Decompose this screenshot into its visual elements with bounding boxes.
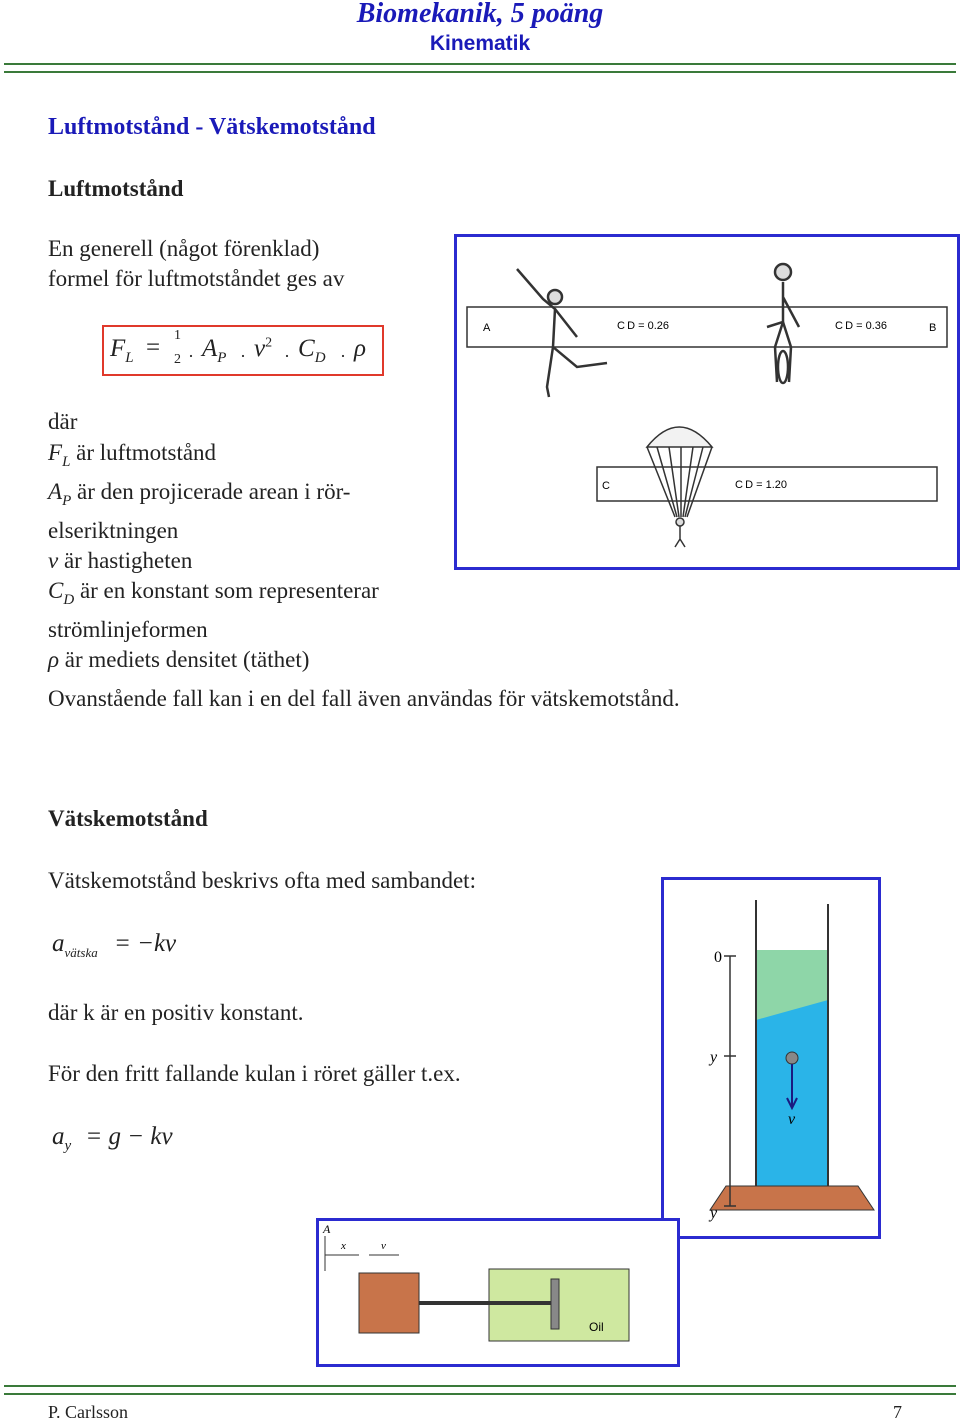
equation-falling-ball: $a_y = g$ − kv bbox=[52, 1123, 173, 1154]
cd-b: C D = 0.36 bbox=[835, 320, 888, 332]
label-a: A bbox=[483, 322, 491, 334]
document-subtitle: Kinematik bbox=[429, 32, 531, 55]
cd-a: C D = 0.26 bbox=[617, 320, 670, 332]
footer-rule bbox=[4, 1385, 956, 1395]
formula-denominator: 2 bbox=[174, 352, 181, 367]
y-label-2: y bbox=[710, 1205, 718, 1222]
piston bbox=[551, 1279, 559, 1329]
header-rule bbox=[4, 63, 956, 73]
section-title: Luftmotstånd - Vätskemotstånd bbox=[48, 114, 376, 140]
definition-item: $F_L$ är luftmotstånd bbox=[48, 440, 217, 470]
definition-item: $A_P$ är den projicerade arean i rör- bbox=[48, 479, 351, 509]
fluid-heading: Vätskemotstånd bbox=[48, 806, 208, 831]
formula-C: $C_D$ bbox=[298, 335, 326, 366]
formula-dot: · bbox=[188, 346, 194, 366]
zero-label: 0 bbox=[714, 949, 722, 966]
formula-F: $F_L$ bbox=[110, 335, 134, 366]
label-b: B bbox=[929, 322, 937, 334]
damper-svg bbox=[319, 1221, 677, 1364]
fluid-line: Vätskemotstånd beskrivs ofta med sambandet: bbox=[48, 868, 476, 893]
drag-coefficient-figure bbox=[454, 234, 960, 570]
formula-dot: · bbox=[240, 346, 246, 366]
fluid-note: där k är en positiv konstant. bbox=[48, 1000, 304, 1025]
cylinder-figure bbox=[661, 877, 881, 1239]
formula-numerator: 1 bbox=[174, 328, 181, 343]
y-label-1: y bbox=[710, 1049, 718, 1066]
definition-item: elseriktningen bbox=[48, 518, 179, 543]
formula-dot: · bbox=[340, 346, 346, 366]
fluid-example: För den fritt fallande kulan i röret gäller t.ex. bbox=[48, 1061, 461, 1086]
document-title: Biomekanik, 5 poäng bbox=[356, 0, 604, 29]
damper-figure bbox=[316, 1218, 680, 1367]
air-heading: Luftmotstånd bbox=[48, 176, 184, 201]
damper-a-label: A bbox=[323, 1222, 331, 1236]
drag-figure-svg bbox=[457, 237, 957, 567]
mass-block bbox=[359, 1273, 419, 1333]
definition-item: ρ är mediets densitet (täthet) bbox=[48, 647, 310, 672]
definition-list bbox=[48, 438, 448, 675]
cylinder-svg bbox=[664, 880, 878, 1236]
intro-line-1: En generell (något förenklad) bbox=[48, 236, 320, 261]
v-label: v bbox=[788, 1111, 796, 1128]
x-label: x bbox=[341, 1240, 346, 1252]
summary-text: Ovanstående fall kan i en del fall även användas för vätskemotstånd. bbox=[48, 686, 680, 711]
cd-c: C D = 1.20 bbox=[735, 479, 788, 491]
formula-v: $v^2$ bbox=[254, 335, 273, 362]
ball bbox=[786, 1052, 798, 1064]
formula-A: $A_P$ bbox=[202, 335, 227, 366]
damper-v-label: v bbox=[381, 1240, 386, 1252]
definition-item: $C_D$ är en konstant som representerar bbox=[48, 578, 379, 608]
label-c: C bbox=[602, 480, 610, 492]
definition-item: strömlinjeformen bbox=[48, 617, 208, 642]
formula-dot: · bbox=[284, 346, 290, 366]
oil-label: Oil bbox=[589, 1320, 604, 1334]
definition-item: v är hastigheten bbox=[48, 548, 193, 573]
formula-rho: ρ bbox=[354, 335, 366, 362]
page-number: 7 bbox=[893, 1402, 902, 1422]
formula-equals: = bbox=[146, 334, 161, 361]
where-label: där bbox=[48, 409, 78, 434]
intro-line-2: formel för luftmotståndet ges av bbox=[48, 266, 345, 291]
equation-fluid: $a_{vätska} = -kv$ bbox=[52, 930, 177, 960]
footer-author: P. Carlsson bbox=[48, 1402, 129, 1422]
